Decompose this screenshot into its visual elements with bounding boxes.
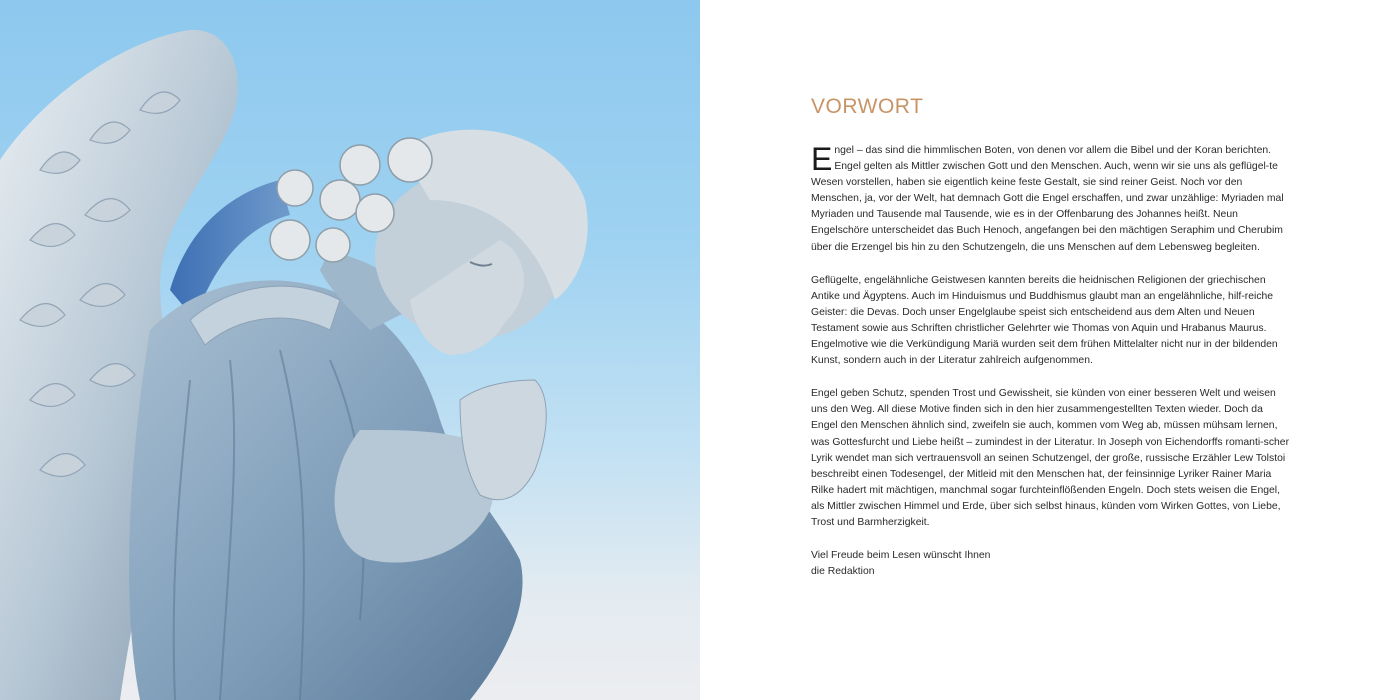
paragraph-1-text: ngel – das sind die himmlischen Boten, von denen vor allem die Bibel und der Koran berichten. Engel gelten als Mittler zwischen Gott und den Menschen. Auch, wenn wir sie uns als geflügel-te Wesen vorstellen, haben sie eigentlich keine feste Gestalt, sie sind reiner Geist. Noch vor den Menschen, ja, vor der Welt, hat demnach Gott die Engel erschaffen, und zwar unzählige: Myriaden mal Myriaden und Tausende mal Tausende, wie es in der Offenbarung des Johannes heißt. Neun Engelschöre unterscheidet das Buch Henoch, angefangen bei den mächtigen Seraphim und Cherubim über die Erzengel bis hin zu den Schutzengeln, die uns Menschen auf dem Lebensweg begleiten.	[811, 145, 1284, 253]
closing-greeting	[811, 548, 1291, 580]
page-heading: VORWORT	[811, 95, 924, 118]
closing-signature: die Redaktion	[811, 566, 875, 578]
text-page	[700, 0, 1400, 700]
paragraph-2: Geflügelte, engelähnliche Geistwesen kannten bereits die heidnischen Religionen der griechischen Antike und Ägyptens. Auch im Hinduismus und Buddhismus glaubt man an engelähnliche, hilf-reiche Geister: die Devas. Doch unser Engelglaube speist sich entscheidend aus dem Alten und Neuen Testament sowie aus Schriften christlicher Gelehrter wie Thomas von Aquin und Hrabanus Maurus. Engelmotive wie die Verkündigung Mariä wurden seit dem frühen Mittelalter nicht nur in der bildenden Kunst, sondern auch in der Literatur zahlreich aufgenommen.	[811, 274, 1278, 367]
closing-line-1: Viel Freude beim Lesen wünscht Ihnen	[811, 550, 991, 562]
paragraph-3: Engel geben Schutz, spenden Trost und Gewissheit, sie künden von einer besseren Welt und weisen uns den Weg. All diese Motive finden sich in den hier zusammengestellten Texten wieder. Doch da Engel den Menschen ähnlich sind, zweifeln sie auch, kommen vom Weg ab, müssen mühsam lernen, was Gottesfurcht und Liebe heißt – zumindest in der Literatur. In Joseph von Eichendorffs romanti-scher Lyrik wendet man sich vertrauensvoll an seinen Schutzengel, der große, russische Erzähler Lew Tolstoi beschreibt einen Todesengel, der Mitleid mit den Menschen hat, der feinsinnige Lyriker Rainer Maria Rilke hadert mit mächtigen, manchmal sogar furchteinflößenden Engeln. Doch stets weisen die Engel, als Mittler zwischen Himmel und Erde, über sich selbst hinaus, künden vom Wirken Gottes, von Liebe, Trost und Barmherzigkeit.	[811, 388, 1290, 528]
paragraph-1	[811, 143, 1291, 256]
foreword-body	[811, 143, 1291, 597]
drop-cap: E	[811, 141, 833, 177]
